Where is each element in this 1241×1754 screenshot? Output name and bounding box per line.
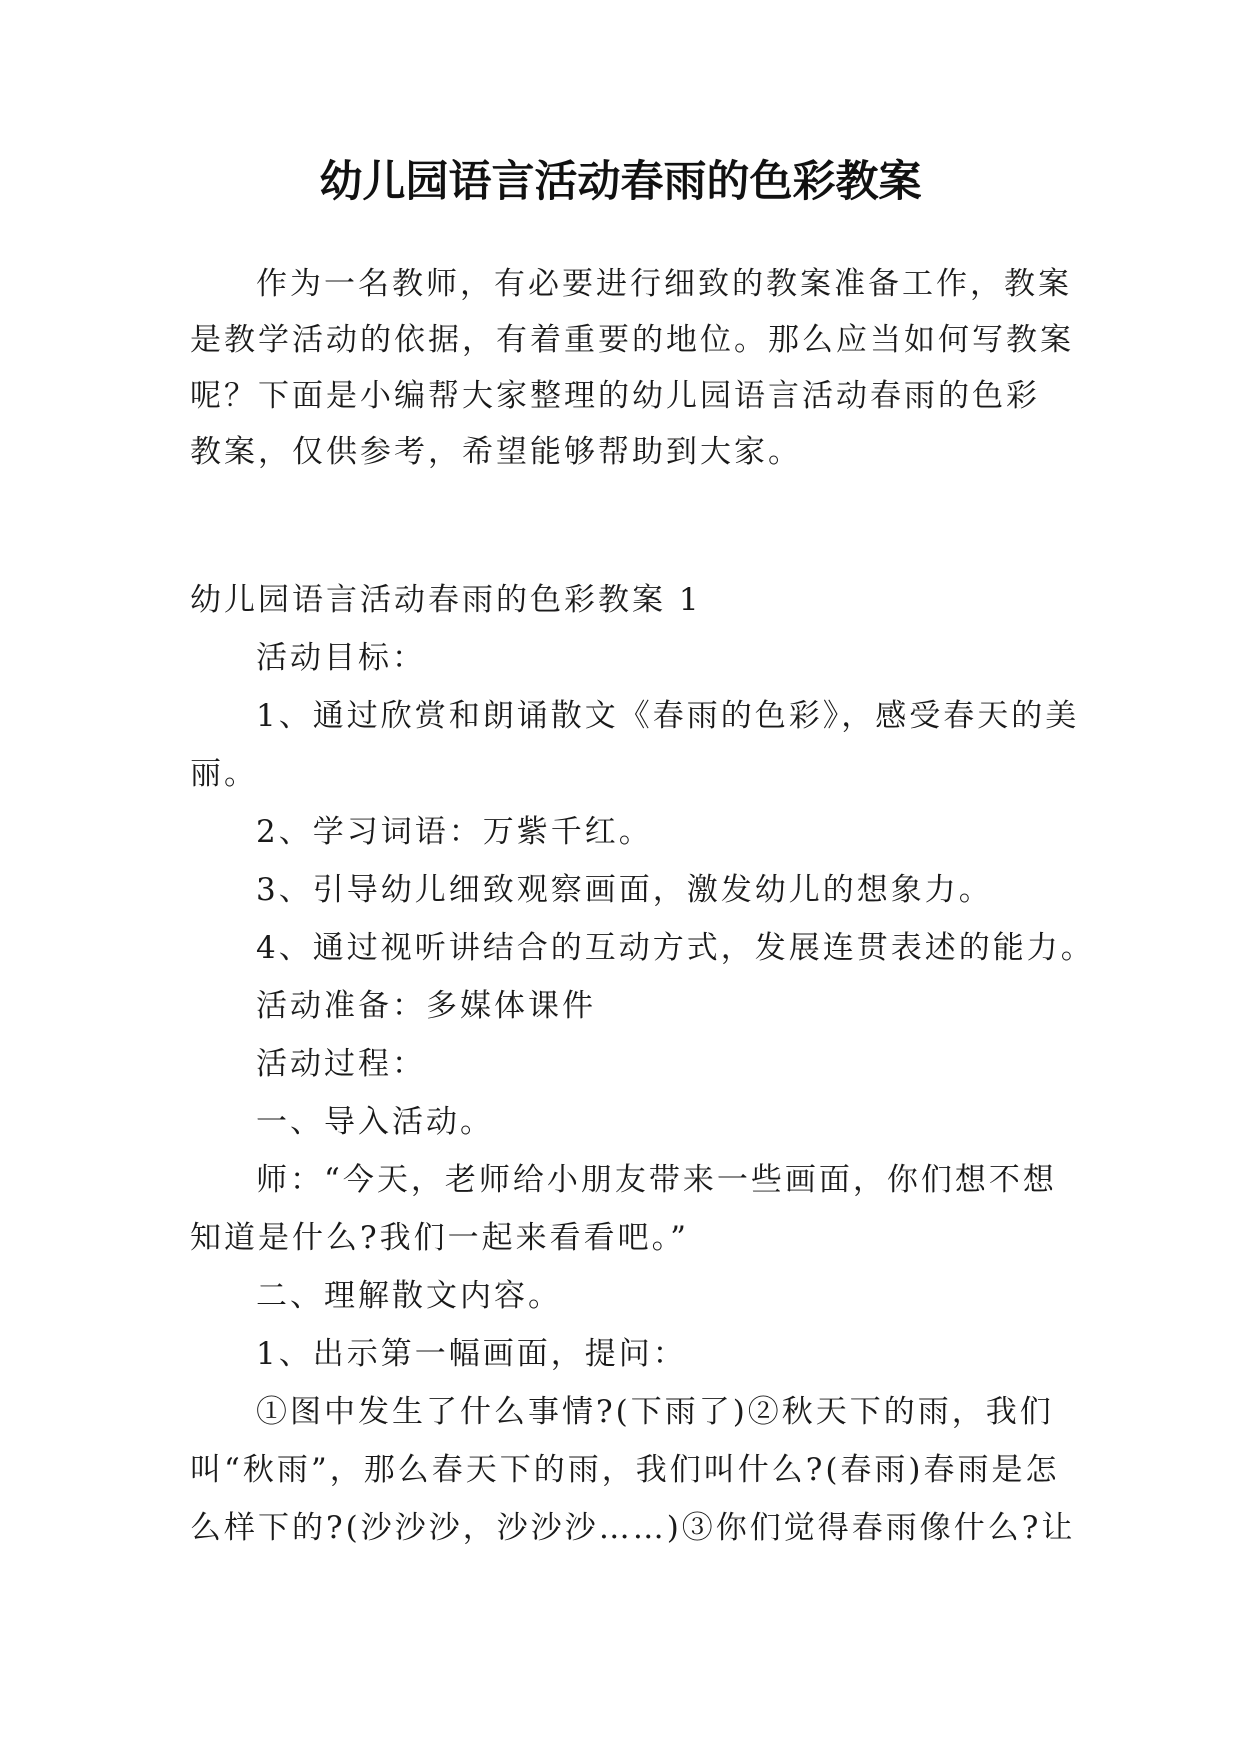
paragraph-line: 呢？下面是小编帮大家整理的幼儿园语言活动春雨的色彩 [190, 378, 1040, 414]
paragraph-line: 教案，仅供参考，希望能够帮助到大家。 [190, 434, 802, 470]
paragraph-line: 师：“今天，老师给小朋友带来一些画面，你们想不想 [256, 1162, 1057, 1198]
paragraph-line: 活动准备：多媒体课件 [256, 988, 596, 1024]
paragraph-line: 1、通过欣赏和朗诵散文《春雨的色彩》，感受春天的美 [256, 698, 1080, 734]
paragraph-line: 活动过程： [256, 1046, 426, 1082]
paragraph-line: 1、出示第一幅画面，提问： [256, 1336, 687, 1372]
paragraph-line: 么样下的?(沙沙沙，沙沙沙……)③你们觉得春雨像什么?让 [190, 1510, 1076, 1546]
paragraph-line: 2、学习词语：万紫千红。 [256, 814, 653, 850]
paragraph-line: 二、理解散文内容。 [256, 1278, 562, 1314]
page-title: 幼儿园语言活动春雨的色彩教案 [319, 157, 922, 207]
paragraph-line: 是教学活动的依据，有着重要的地位。那么应当如何写教案 [190, 322, 1074, 358]
paragraph-line: 作为一名教师，有必要进行细致的教案准备工作，教案 [256, 266, 1072, 302]
paragraph-line: 活动目标： [256, 640, 426, 676]
paragraph-line: 一、导入活动。 [256, 1104, 494, 1140]
paragraph-line: 知道是什么?我们一起来看看吧。” [190, 1220, 689, 1256]
paragraph-line: 4、通过视听讲结合的互动方式，发展连贯表述的能力。 [256, 930, 1095, 966]
section-heading: 幼儿园语言活动春雨的色彩教案 1 [190, 582, 702, 618]
paragraph-line: 3、引导幼儿细致观察画面，激发幼儿的想象力。 [256, 872, 993, 908]
paragraph-line: 叫“秋雨”，那么春天下的雨，我们叫什么?(春雨)春雨是怎 [190, 1452, 1060, 1488]
paragraph-line: 丽。 [190, 756, 258, 792]
paragraph-line: ①图中发生了什么事情?(下雨了)②秋天下的雨，我们 [256, 1394, 1054, 1430]
